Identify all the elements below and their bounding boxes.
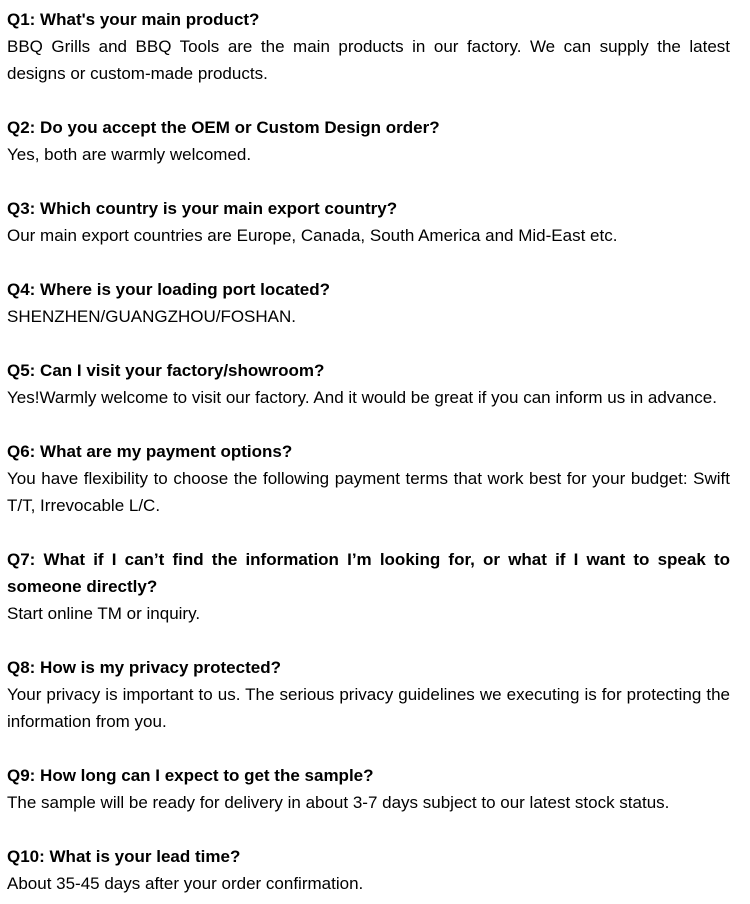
faq-answer: Your privacy is important to us. The serious privacy guidelines we executing is for protecting the information from you. (7, 685, 730, 731)
faq-question: Q3: Which country is your main export country? (7, 199, 398, 218)
faq-answer: Yes!Warmly welcome to visit our factory. And it would be great if you can inform us in advance. (7, 388, 717, 407)
faq-item-9 (7, 762, 730, 816)
faq-item-7 (7, 546, 730, 627)
faq-question: Q9: How long can I expect to get the sample? (7, 766, 374, 785)
faq-answer: Start online TM or inquiry. (7, 604, 201, 623)
faq-item-2 (7, 114, 730, 168)
faq-question: Q6: What are my payment options? (7, 442, 293, 461)
faq-question: Q5: Can I visit your factory/showroom? (7, 361, 325, 380)
faq-question: Q8: How is my privacy protected? (7, 658, 281, 677)
faq-item-3 (7, 195, 730, 249)
faq-answer: BBQ Grills and BBQ Tools are the main products in our factory. We can supply the latest designs or custom-made products. (7, 37, 730, 83)
faq-answer: About 35-45 days after your order confirmation. (7, 874, 364, 893)
faq-item-5 (7, 357, 730, 411)
faq-answer: The sample will be ready for delivery in about 3-7 days subject to our latest stock status. (7, 793, 670, 812)
faq-item-8 (7, 654, 730, 735)
faq-question: Q10: What is your lead time? (7, 847, 241, 866)
faq-question: Q4: Where is your loading port located? (7, 280, 331, 299)
faq-answer: You have flexibility to choose the following payment terms that work best for your budget: Swift T/T, Irrevocable L/C. (7, 469, 730, 515)
faq-item-1 (7, 6, 730, 87)
faq-question: Q7: What if I can’t find the information I’m looking for, or what if I want to speak to someone directly? (7, 550, 730, 596)
faq-answer: Yes, both are warmly welcomed. (7, 145, 252, 164)
faq-question: Q2: Do you accept the OEM or Custom Design order? (7, 118, 440, 137)
faq-item-4 (7, 276, 730, 330)
faq-answer: Our main export countries are Europe, Canada, South America and Mid-East etc. (7, 226, 618, 245)
faq-item-10 (7, 843, 730, 897)
faq-item-6 (7, 438, 730, 519)
faq-answer: SHENZHEN/GUANGZHOU/FOSHAN. (7, 307, 297, 326)
faq-question: Q1: What's your main product? (7, 10, 260, 29)
